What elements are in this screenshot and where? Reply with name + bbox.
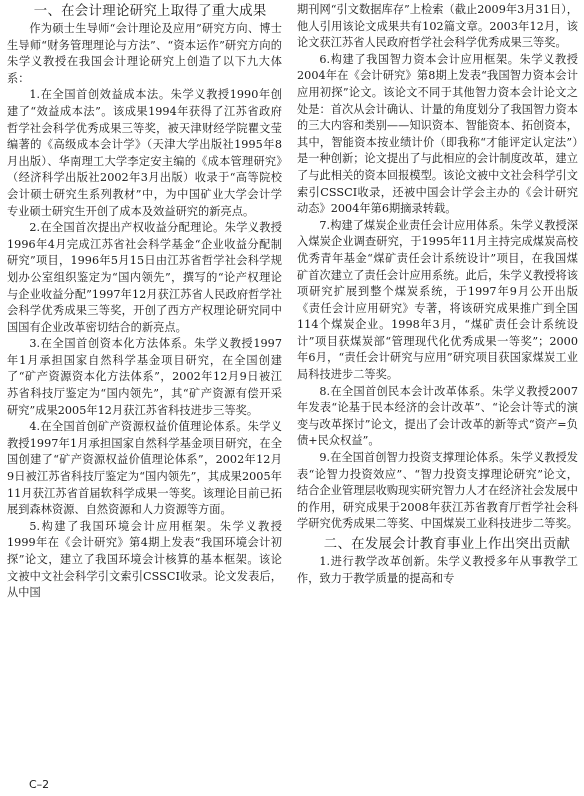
- section-heading-research-results: 一、在会计理论研究上取得了重大成果: [33, 4, 267, 19]
- page-number: C–2: [29, 778, 50, 791]
- item-paragraph-5-continued: 期刊网“引文数据库存”上检索（截止2009年3月31日），他人引用该论文成果共有102篇文章。2003年12月，该论文获江苏省人民政府哲学社会科学优秀成果三等奖。: [297, 3, 578, 50]
- item-paragraph-7: 7.构建了煤炭企业责任会计应用体系。朱学义教授深入煤炭企业调查研究，于1995年11月主持完成煤炭高校优秀青年基金“煤矿责任会计系统设计”项目，在我国煤矿首次建立了责任会计应用系统。此后，朱学义教授将该项研究扩展到整个煤炭系统，于1997年9月公开出版《责任会计应用研究》专著，将该研究成果推广到全国114个煤炭企业。1998年3月，“煤矿责任会计系统设计”项目获煤炭部“管理现代化优秀成果一等奖”；2000年6月，“责任会计研究与应用”研究项目获国家煤炭工业局科技进步二等奖。: [297, 218, 578, 382]
- item-paragraph-5: 5.构建了我国环境会计应用框架。朱学义教授1999年在《会计研究》第4期上发表“我国环境会计初探”论文，建立了我国环境会计核算的基本框架。该论文被中文社会科学引文索引CSSCI收录。论文发表后，从中国: [7, 519, 282, 600]
- item-paragraph-4: 4.在全国首创矿产资源权益价值理论体系。朱学义教授1997年1月承担国家自然科学基金项目研究，在全国创建了“矿产资源权益价值理论体系”，2002年12月9日被江苏省科技厅鉴定为“国内领先”，其成果2005年11月获江苏省首届软科学成果一等奖。该理论目前已拓展到森林资源、自然资源和人力资源等方面。: [7, 420, 282, 517]
- education-paragraph-1: 1.进行教学改革创新。朱学义教授多年从事教学工作，致力于教学质量的提高和专: [297, 555, 578, 585]
- left-column: [7, 2, 282, 602]
- item-paragraph-1: 1.在全国首创效益成本法。朱学义教授1990年创建了“效益成本法”。该成果1994年获得了江苏省政府哲学社会科学优秀成果三等奖，被天津财经学院瞿文莹编著的《高级成本会计学》（天津大学出版社1995年8月出版）、华南理工大学李定安主编的《成本管理研究》（经济科学出版社2002年3月出版）收录于“高等院校会计硕士研究生系列教材”中，为中国矿业大学会计学专业硕士研究生开创了成本及效益研究的新亮点。: [7, 88, 282, 218]
- right-column: [297, 2, 578, 587]
- item-paragraph-2: 2.在全国首次提出产权收益分配理论。朱学义教授1996年4月完成江苏省社会科学基金“企业收益分配制研究”项目，1996年5月15日由江苏省哲学社会科学规划办公室组织鉴定为“国内领先”，撰写的“论产权理论与企业收益分配”1997年12月获江苏省人民政府哲学社会科学优秀成果三等奖，开创了西方产权理论研究同中国国有企业改革密切结合的新亮点。: [7, 221, 282, 334]
- section-heading-education-contribution: 二、在发展会计教育事业上作出突出贡献: [323, 537, 571, 552]
- intro-paragraph: 作为硕士生导师“会计理论及应用”研究方向、博士生导师“财务管理理论与方法”、“资本运作”研究方向的朱学义教授在我国会计理论研究上创造了以下九大体系：: [7, 22, 282, 85]
- item-paragraph-8: 8.在全国首创民本会计改革体系。朱学义教授2007年发表“论基于民本经济的会计改革”、“论会计等式的演变与改革探讨”论文，提出了会计改革的新等式“资产=负债+民众权益”。: [297, 384, 578, 448]
- item-paragraph-6: 6.构建了我国智力资本会计应用框架。朱学义教授2004年在《会计研究》第8期上发表“我国智力资本会计应用初探”论文。该论文不同于其他智力资本会计论文之处是：首次从会计确认、计量的角度划分了我国智力资本的三大内容和类别——知识资本、智能资本、拓创资本，其中，智能资本按业绩计价（即我称“才能评定认定法”）是一种创新；论文提出了与此相应的会计制度改革，建立了与此相关的资本回报模型。该论文被中文社会科学引文索引CSSCI收录，还被中国会计学会主办的《会计研究动态》2004年第6期摘录转载。: [297, 52, 578, 216]
- item-paragraph-9: 9.在全国首创智力投资支撑理论体系。朱学义教授发表“论智力投资效应”、“智力投资支撑理论研究”论文，结合企业管理层收购现实研究智力人才在经济社会发展中的作用，研究成果于2008年获江苏省教育厅哲学社会科学研究优秀成果二等奖、中国煤炭工业科技进步二等奖。: [297, 451, 578, 531]
- item-paragraph-3: 3.在全国首创资本化方法体系。朱学义教授1997年1月承担国家自然科学基金项目研究，在全国创建了“矿产资源资本化方法体系”，2002年12月9日被江苏省科技厅鉴定为“国内领先”，其“矿产资源有偿开采研究”成果2005年12月获江苏省科技进步三等奖。: [7, 337, 282, 417]
